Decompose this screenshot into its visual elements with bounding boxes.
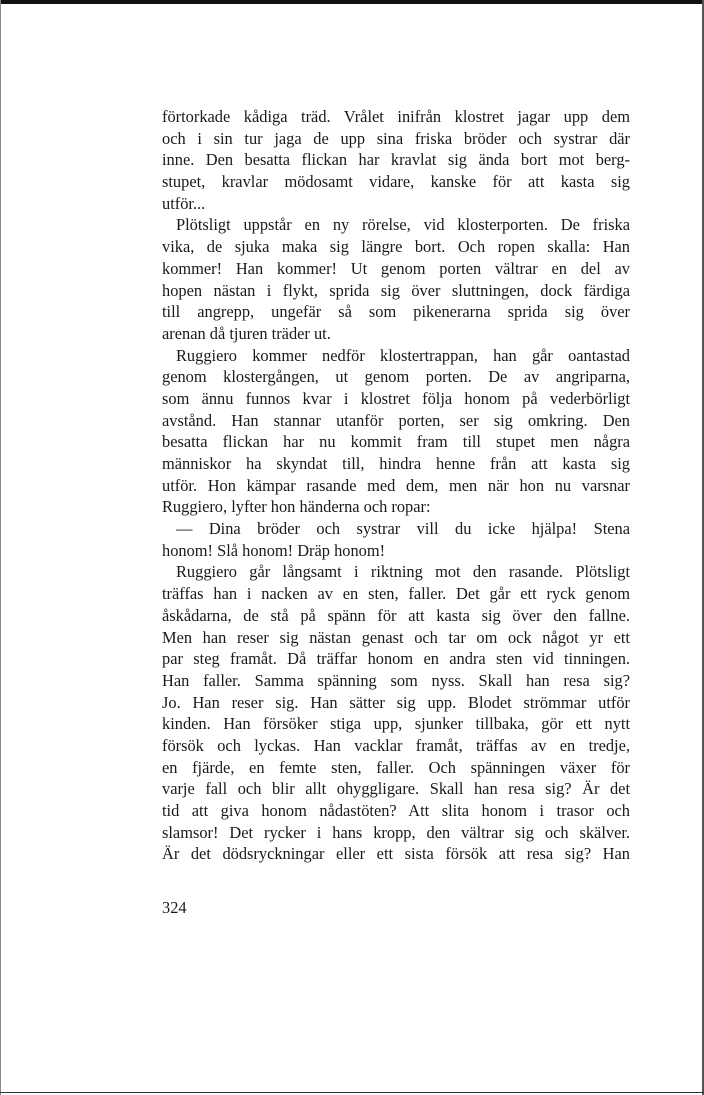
text-line [162,627,630,649]
text-line-content: arenan då tjuren träder ut. [162,323,331,343]
text-line-content: Är det dödsryckningar eller ett sista försök att resa sig? Han [162,844,630,864]
text-line-content: Ruggiero kommer nedför klostertrappan, han går oantastad [176,345,630,365]
text-line [162,648,630,670]
text-line [162,518,630,540]
text-line [162,431,630,453]
text-line-content: utför... [162,193,206,213]
text-line-content: tid att giva honom nådastöten? Att slita honom i trasor och [162,801,630,820]
text-line [162,106,630,128]
text-line [162,258,630,280]
text-line [162,713,630,735]
text-line [162,540,630,562]
text-line-content: par steg framåt. Då träffar honom en andra sten vid tinningen. [162,649,630,669]
text-line [162,692,630,714]
text-line [162,236,630,258]
text-line [162,757,630,779]
scan-left-edge [0,0,1,1095]
page-number: 324 [162,898,187,917]
text-line-content: slamsor! Det rycker i hans kropp, den vältrar sig och skälver. [162,822,630,842]
text-line-content: Han faller. Samma spänning som nyss. Skall han resa sig? [162,670,630,690]
text-line-content: till angrepp, ungefär så som pikenerarna sprida sig över [162,302,630,322]
text-line [162,171,630,193]
text-line-content: Ruggiero går långsamt i riktning mot den rasande. Plötsligt [176,562,630,582]
text-line-content: vika, de sjuka maka sig längre bort. Och ropen skalla: Han [162,237,630,257]
text-line [162,496,630,518]
text-line-content: och i sin tur jaga de upp sina friska bröder och systrar där [162,128,630,148]
text-line-content: Plötsligt uppstår en ny rörelse, vid klosterporten. De friska [176,215,630,235]
scan-bottom-edge [0,1092,704,1093]
text-line-content: hopen nästan i flykt, sprida sig över sluttningen, dock färdiga [162,280,630,300]
text-line [162,843,630,865]
text-line [162,475,630,497]
text-line-content: stupet, kravlar mödosamt vidare, kanske för att kasta sig [162,172,630,192]
text-line [162,388,630,410]
text-line [162,561,630,583]
text-line [162,280,630,302]
text-line [162,323,630,345]
text-line [162,735,630,757]
text-line [162,583,630,605]
text-line-content: åskådarna, de stå på spänn för att kasta sig över den fallne. [162,605,630,625]
body-text [162,106,630,865]
text-line [162,670,630,692]
text-line-content: träffas han i nacken av en sten, faller. Det går ett ryck genom [162,584,630,604]
text-line [162,453,630,475]
text-line-content: avstånd. Han stannar utanför porten, ser sig omkring. Den [162,410,630,430]
scan-top-edge [0,0,704,4]
text-line [162,800,630,822]
text-line-content: förtorkade kådiga träd. Vrålet inifrån klostret jagar upp dem [162,107,630,126]
text-line [162,410,630,432]
text-line [162,366,630,388]
text-line-content: varje fall och blir allt ohyggligare. Skall han resa sig? Är det [162,779,630,799]
text-line [162,193,630,215]
text-line-content: besatta flickan har nu kommit fram till stupet men några [162,432,630,452]
text-line-content: en fjärde, en femte sten, faller. Och spänningen växer för [162,757,630,777]
text-line [162,778,630,800]
text-line-content: — Dina bröder och systrar vill du icke hjälpa! Stena [176,519,630,539]
text-line [162,214,630,236]
text-line-content: honom! Slå honom! Dräp honom! [162,540,386,560]
text-line-content: Jo. Han reser sig. Han sätter sig upp. Blodet strömmar utför [162,692,630,712]
text-line-content: kinden. Han försöker stiga upp, sjunker tillbaka, gör ett nytt [162,714,630,734]
text-line [162,301,630,323]
text-line-content: genom klostergången, ut genom porten. De av angriparna, [162,367,630,387]
text-line [162,345,630,367]
text-line [162,149,630,171]
text-line [162,605,630,627]
text-line-content: kommer! Han kommer! Ut genom porten vältrar en del av [162,258,630,278]
text-line [162,128,630,150]
text-line-content: som ännu funnos kvar i klostret följa honom på vederbörligt [162,388,630,408]
text-line-content: Ruggiero, lyfter hon händerna och ropar: [162,497,431,517]
text-line-content: försök och lyckas. Han vacklar framåt, träffas av en tredje, [162,735,630,755]
text-line-content: människor ha skyndat till, hindra henne från att kasta sig [162,454,630,473]
text-line [162,822,630,844]
text-line-content: utför. Hon kämpar rasande med dem, men när hon nu varsnar [162,475,630,495]
text-line-content: Men han reser sig nästan genast och tar om ock något yr ett [162,627,630,647]
text-line-content: inne. Den besatta flickan har kravlat sig ända bort mot berg- [162,150,630,170]
